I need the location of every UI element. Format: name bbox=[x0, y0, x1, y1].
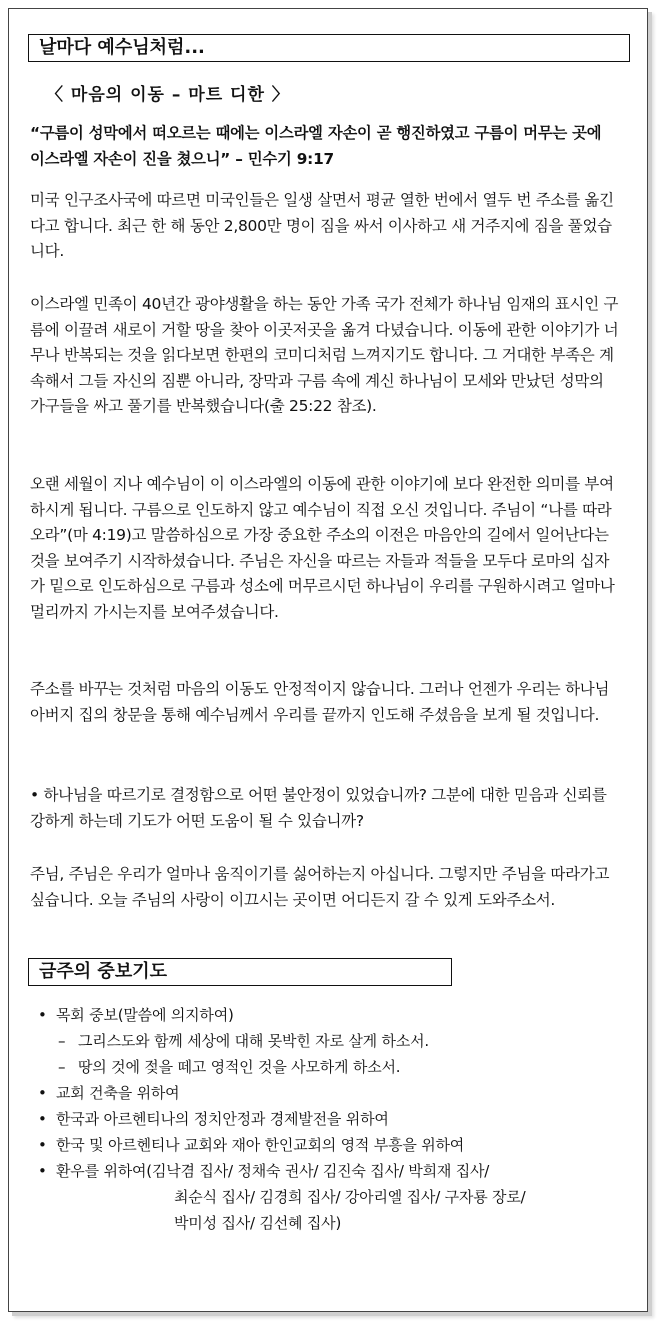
bullet-icon: • bbox=[38, 1136, 47, 1154]
prayer-item-text: 한국과 아르헨티나의 정치안정과 경제발전을 위하여 bbox=[56, 1110, 389, 1128]
reflection-question: • 하나님을 따르기로 결정함으로 어떤 불안정이 있었습니까? 그분에 대한 믿음과 신뢰를 강하게 하는데 기도가 어떤 도움이 될 수 있습니까? bbox=[30, 786, 607, 830]
prayer-subitem bbox=[34, 1028, 624, 1054]
bullet-icon: • bbox=[38, 1162, 47, 1180]
prayer-list bbox=[34, 1002, 624, 1236]
bullet-icon: • bbox=[38, 1006, 47, 1024]
prayer-item-text: 환우를 위하여(김낙겸 집사/ 정채숙 권사/ 김진숙 집사/ 박희재 집사/ bbox=[56, 1162, 490, 1180]
scripture-verse: “구름이 성막에서 떠오르는 때에는 이스라엘 자손이 곧 행진하였고 구름이 머무는 곳에 이스라엘 자손이 진을 쳤으니” – 민수기 9:17 bbox=[30, 124, 602, 168]
prayer-item bbox=[34, 1158, 624, 1236]
paragraph-1: 미국 인구조사국에 따르면 미국인들은 일생 살면서 평균 열한 번에서 열두 번 주소를 옮긴다고 합니다. 최근 한 해 동안 2,800만 명이 짐을 싸서 이사하고 새 거주지에 짐을 풀었습니다. bbox=[30, 191, 614, 260]
prayer-item bbox=[34, 1106, 624, 1132]
section-title-prayer: 금주의 중보기도 bbox=[28, 958, 452, 986]
prayer-item-continued: 박미성 집사/ 김선혜 집사) bbox=[174, 1214, 342, 1232]
article-subtitle: 〈 마음의 이동 – 마트 디한 〉 bbox=[46, 85, 290, 105]
prayer-item-text: 한국 및 아르헨티나 교회와 재아 한인교회의 영적 부흥을 위하여 bbox=[56, 1136, 465, 1154]
dash-icon: – bbox=[58, 1032, 66, 1050]
prayer-item bbox=[34, 1002, 624, 1028]
prayer-item-text: 그리스도와 함께 세상에 대해 못박힌 자로 살게 하소서. bbox=[78, 1032, 429, 1050]
closing-prayer: 주님, 주님은 우리가 얼마나 움직이기를 싫어하는지 아십니다. 그렇지만 주님을 따라가고 싶습니다. 오늘 주님의 사랑이 이끄시는 곳이면 어디든지 갈 수 있게 도와주소서. bbox=[30, 865, 610, 909]
prayer-subitem bbox=[34, 1054, 624, 1080]
section-title-daily: 날마다 예수님처럼... bbox=[28, 34, 630, 62]
paragraph-4: 주소를 바꾸는 것처럼 마음의 이동도 안정적이지 않습니다. 그러나 언젠가 우리는 하나님 아버지 집의 창문을 통해 예수님께서 우리를 끝까지 인도해 주셨음을 보게 될 것입니다. bbox=[30, 680, 610, 724]
paragraph-2: 이스라엘 민족이 40년간 광야생활을 하는 동안 가족 국가 전체가 하나님 임재의 표시인 구름에 이끌려 새로이 거할 땅을 찾아 이곳저곳을 옮겨 다녔습니다. 이동에 관한 이야기가 너무나 반복되는 것을 읽다보면 한편의 코미디처럼 느껴지기도 합니다. 그 거대한 부족은 계속해서 그들 자신의 짐뿐 아니라, 장막과 구름 속에 계신 하나님이 모세와 만났던 성막의 가구들을 싸고 풀기를 반복했습니다(출 25:22 참조). bbox=[30, 295, 619, 415]
paragraph-3: 오랜 세월이 지나 예수님이 이 이스라엘의 이동에 관한 이야기에 보다 완전한 의미를 부여하시게 됩니다. 구름으로 인도하지 않고 예수님이 직접 오신 것입니다. 주님이 “나를 따라오라”(마 4:19)고 말씀하심으로 가장 중요한 주소의 이전은 마음안의 길에서 일어난다는 것을 보여주기 시작하셨습니다. 주님은 자신을 따르는 자들과 적들을 모두다 로마의 십자가 밑으로 인도하심으로 구름과 성소에 머무르시던 하나님이 우리를 구원하시려고 얼마나 멀리까지 가시는지를 보여주셨습니다. bbox=[30, 475, 615, 621]
prayer-item-continued: 최순식 집사/ 김경희 집사/ 강아리엘 집사/ 구자룡 장로/ bbox=[174, 1188, 526, 1206]
prayer-item-text: 땅의 것에 젖을 떼고 영적인 것을 사모하게 하소서. bbox=[78, 1058, 401, 1076]
prayer-item-text: 교회 건축을 위하여 bbox=[56, 1084, 180, 1102]
dash-icon: – bbox=[58, 1058, 66, 1076]
bullet-icon: • bbox=[38, 1110, 47, 1128]
prayer-item-text: 목회 중보(말씀에 의지하여) bbox=[56, 1006, 234, 1024]
bullet-icon: • bbox=[38, 1084, 47, 1102]
prayer-item bbox=[34, 1080, 624, 1106]
prayer-item bbox=[34, 1132, 624, 1158]
